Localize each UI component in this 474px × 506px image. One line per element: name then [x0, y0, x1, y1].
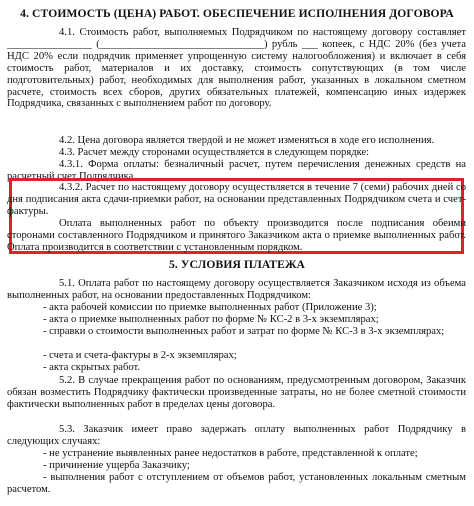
clause-4-2: 4.2. Цена договора является твердой и не может изменяться в ходе его исполнения.: [59, 135, 435, 146]
section-5-title: 5. УСЛОВИЯ ПЛАТЕЖА: [169, 258, 305, 271]
clause-5-1: 5.1. Оплата работ по настоящему договору осуществляется Заказчиком исходя из объема выполненных работ, на основании предоставленных Подрядчиком:: [7, 278, 466, 301]
list-item: - причинение ущерба Заказчику;: [43, 460, 190, 471]
clause-4-1: 4.1. Стоимость работ, выполняемых Подрядчиком по настоящему договору составляет ________________ (_______________________________) рубль ___ копеек, с НДС 20% (без учета НДС 20% если подрядчик применяет упрощенную систему налогообложения) и включает в себя стоимость работ, материалов и их доставку, стоимость сопутствующих (в том числе подготовительных) работ, необходимых для выполнения работ, указанных в локальном сметном расчете, стоимость всех сборов, других обязательных платежей, компенсацию иных издержек Подрядчика, связанных с выполнением работ по договору.: [7, 27, 466, 110]
list-item: - справки о стоимости выполненных работ и затрат по форме № КС-3 в 3-х экземплярах;: [43, 326, 445, 337]
clause-4-3-2-payment: Оплата выполненных работ по объекту производится после подписания обеими сторонами составленного Подрядчиком и принятого Заказчиком акта о приемке выполненных работ. Оплата производится в соответствии с установленным порядком.: [7, 218, 466, 253]
clause-5-3: 5.3. Заказчик имеет право задержать оплату выполненных работ Подрядчику в следующих случаях:: [7, 424, 466, 447]
list-item: - акта скрытых работ.: [43, 362, 140, 373]
clause-5-2: 5.2. В случае прекращения работ по основаниям, предусмотренным договором, Заказчик обязан возместить Подрядчику фактически произведенные затраты, но не более сметной стоимости фактически выполненных работ в пределах цены договора.: [7, 375, 466, 410]
clause-4-3-1: 4.3.1. Форма оплаты: безналичный расчет, путем перечисления денежных средств на расчетный счет Подрядчика.: [7, 159, 466, 182]
list-item: - акта рабочей комиссии по приемке выполненных работ (Приложение 3);: [43, 302, 377, 313]
list-item: - счета и счета-фактуры в 2-х экземплярах;: [43, 350, 237, 361]
section-4-title: 4. СТОИМОСТЬ (ЦЕНА) РАБОТ. ОБЕСПЕЧЕНИЕ ИСПОЛНЕНИЯ ДОГОВОРА: [20, 7, 454, 20]
list-item: - не устранение выявленных ранее недостатков в работе, представленной к оплате;: [43, 448, 418, 459]
clause-4-3: 4.3. Расчет между сторонами осуществляется в следующем порядке:: [59, 147, 370, 158]
list-item: - акта о приемке выполненных работ по форме № КС-2 в 3-х экземплярах;: [43, 314, 379, 325]
clause-4-3-2: 4.3.2. Расчет по настоящему договору осуществляется в течение 7 (семи) рабочих дней со дня подписания акта сдачи-приемки работ, на основании представленных Подрядчиком счета и счет-фактуры.: [7, 182, 466, 217]
list-item: - выполнения работ с отступлением от объемов работ, установленных локальным сметным расчетом.: [7, 472, 466, 495]
